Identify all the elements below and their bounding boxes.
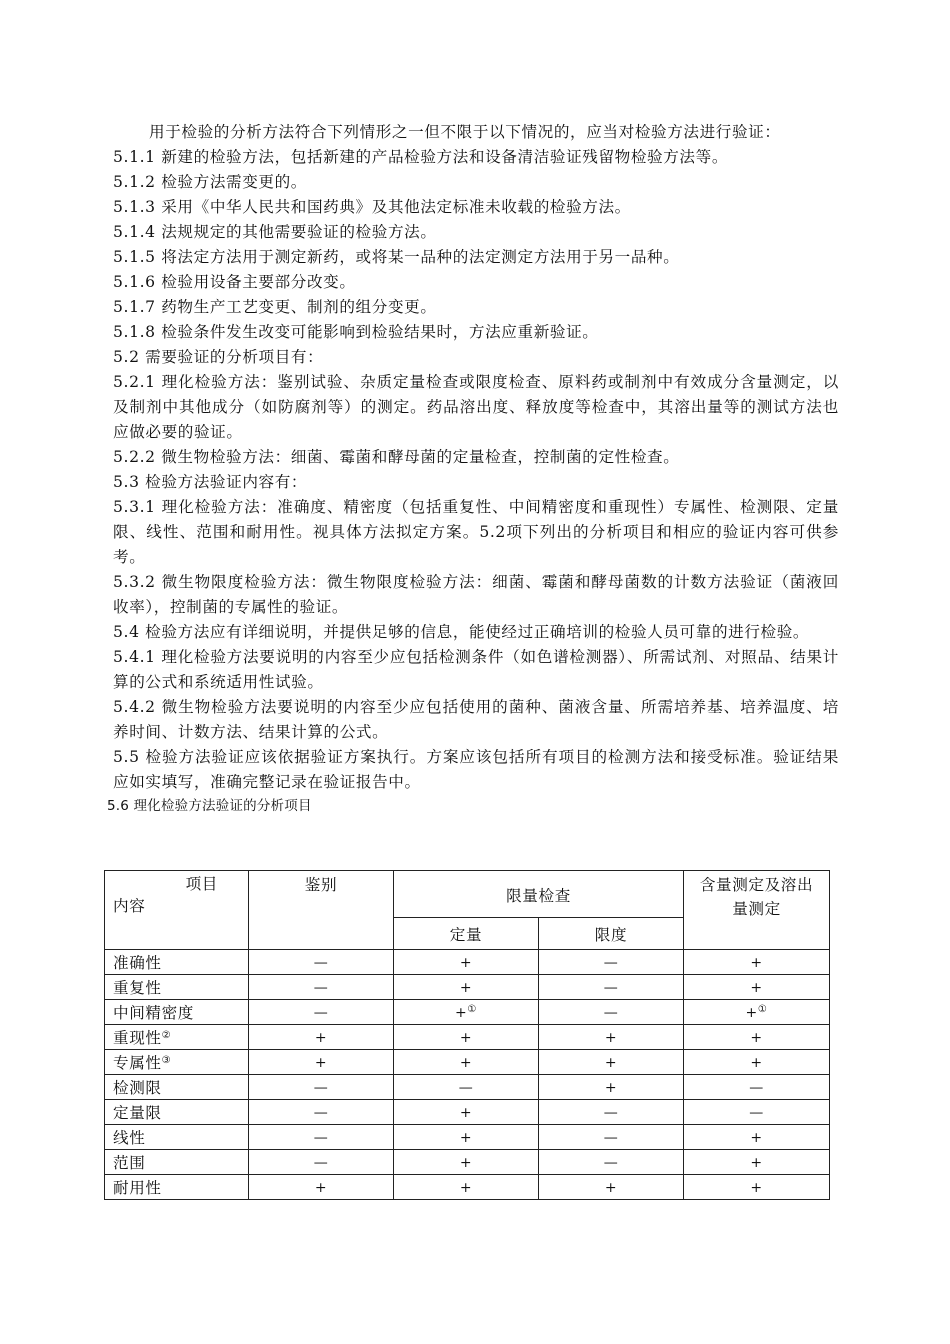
limit-cell [539,975,684,1000]
header-limit: 限度 [539,918,684,950]
identify-cell [249,950,394,975]
limit-cell [539,950,684,975]
row-label-value: 检测限 [113,1079,162,1097]
limit-value: + [604,1080,618,1096]
clause-5-1-3: 5.1.3 采用《中华人民共和国药典》及其他法定标准未收载的检验方法。 [113,198,631,216]
clause-5-5: 5.5 检验方法验证应该依据验证方案执行。方案应该包括所有项目的检测方法和接受标准。验证结果应如实填写，准确完整记录在验证报告中。 [113,748,839,791]
assay-value: — [749,1105,764,1121]
table-row [105,1000,830,1025]
table-row [105,1175,830,1200]
table-row [105,1025,830,1050]
table-row [105,1125,830,1150]
header-limit-group: 限量检查 [394,871,684,918]
identify-value: — [313,980,329,996]
limit-value: + [604,1055,618,1071]
header-identify: 鉴别 [249,871,394,950]
assay-cell [684,950,830,975]
identify-cell [249,1075,394,1100]
header-assay: 含量测定及溶出量测定 [684,871,830,950]
table-row [105,1150,830,1175]
row-label-value: 中间精密度 [113,1004,194,1022]
quant-value: + [459,1030,473,1046]
row-label-cell [105,1125,249,1150]
limit-cell [539,1125,684,1150]
row-label-value: 定量限 [113,1104,162,1122]
clause-5-1-7: 5.1.7 药物生产工艺变更、制剂的组分变更。 [113,298,437,316]
quant-value: + [459,1155,473,1171]
corner-header-cell [105,871,249,950]
clause-5-4: 5.4 检验方法应有详细说明，并提供足够的信息，能使经过正确培训的检验人员可靠的进行检验。 [113,623,810,641]
clause-5-3: 5.3 检验方法验证内容有： [113,473,308,491]
table-row [105,1075,830,1100]
footnote-mark: ③ [161,1055,172,1066]
limit-value: — [603,980,619,996]
identify-cell [249,1050,394,1075]
identify-cell [249,1000,394,1025]
assay-cell [684,1075,830,1100]
quant-value: + [459,955,473,971]
table-row [105,1100,830,1125]
limit-value: + [604,1180,618,1196]
row-label-cell [105,1100,249,1125]
limit-value: — [603,1005,619,1021]
quant-cell [394,975,539,1000]
table-body [105,950,830,1200]
assay-cell [684,1050,830,1075]
limit-cell [539,1025,684,1050]
table-caption: 5.6 理化检验方法验证的分析项目 [107,798,312,814]
limit-cell [539,1050,684,1075]
quant-value: + [459,1130,473,1146]
identify-cell [249,1025,394,1050]
clause-5-2: 5.2 需要验证的分析项目有： [113,348,324,366]
identify-value: — [313,1155,329,1171]
identify-value: — [313,1130,329,1146]
identify-cell [249,1100,394,1125]
row-label-value: 耐用性 [113,1179,162,1197]
identify-cell [249,1150,394,1175]
quant-cell [394,1150,539,1175]
quant-cell [394,1125,539,1150]
identify-value: — [313,955,329,971]
row-label-cell [105,1025,249,1050]
row-label-cell [105,975,249,1000]
quant-value: + [459,980,473,996]
assay-cell [684,1000,830,1025]
limit-cell [539,1100,684,1125]
assay-cell [684,975,830,1000]
limit-value: + [604,1030,618,1046]
quant-value: + [455,1005,468,1021]
clause-5-1-5: 5.1.5 将法定方法用于测定新药，或将某一品种的法定测定方法用于另一品种。 [113,248,680,266]
assay-value: + [750,980,763,996]
limit-value: — [603,955,619,971]
footnote-mark: ② [161,1030,172,1041]
limit-value: — [603,1130,619,1146]
limit-value: — [603,1155,619,1171]
clause-5-4-1: 5.4.1 理化检验方法要说明的内容至少应包括检测条件（如色谱检测器）、所需试剂、对照品、结果计算的公式和系统适用性试验。 [113,648,839,691]
clause-5-3-1: 5.3.1 理化检验方法：准确度、精密度（包括重复性、中间精密度和重现性）专属性、检测限、定量限、线性、范围和耐用性。视具体方法拟定方案。5.2项下列出的分析项目和相应的验证内容可供参考。 [113,498,839,566]
identify-cell [249,975,394,1000]
identify-value: — [313,1105,329,1121]
assay-cell [684,1175,830,1200]
limit-cell [539,1000,684,1025]
row-label-value: 线性 [113,1129,146,1147]
row-label-value: 重复性 [113,979,162,997]
identify-cell [249,1125,394,1150]
quant-cell [394,1000,539,1025]
assay-value: + [750,1180,763,1196]
row-label-cell [105,1075,249,1100]
quant-value: + [459,1055,473,1071]
identify-value: — [313,1080,329,1096]
header-quant: 定量 [394,918,539,950]
assay-value: + [750,1130,763,1146]
row-label-value: 范围 [113,1154,146,1172]
quant-cell [394,1175,539,1200]
row-label-cell [105,950,249,975]
row-label-value: 准确性 [113,954,162,972]
footnote-mark: ① [757,1004,768,1015]
row-label-value: 专属性 [113,1054,162,1072]
clause-5-4-2: 5.4.2 微生物检验方法要说明的内容至少应包括使用的菌种、菌液含量、所需培养基、培养温度、培养时间、计数方法、结果计算的公式。 [113,698,839,741]
table-row [105,950,830,975]
clause-5-3-2: 5.3.2 微生物限度检验方法：微生物限度检验方法：细菌、霉菌和酵母菌数的计数方法验证（菌液回收率），控制菌的专属性的验证。 [113,573,839,616]
clause-5-1-6: 5.1.6 检验用设备主要部分改变。 [113,273,356,291]
corner-header-content: 内容 [113,897,146,915]
clause-5-1-2: 5.1.2 检验方法需变更的。 [113,173,307,191]
row-label-cell [105,1000,249,1025]
identify-value: — [313,1005,329,1021]
quant-cell [394,950,539,975]
clause-5-1-4: 5.1.4 法规规定的其他需要验证的检验方法。 [113,223,437,241]
intro-paragraph: 用于检验的分析方法符合下列情形之一但不限于以下情况的，应当对检验方法进行验证： [149,123,781,141]
table-row [105,1050,830,1075]
assay-cell [684,1025,830,1050]
identify-cell [249,1175,394,1200]
identify-value: + [314,1055,328,1071]
limit-cell [539,1150,684,1175]
quant-value: + [459,1105,473,1121]
validation-items-table [104,870,830,1200]
limit-cell [539,1175,684,1200]
assay-value: + [750,1155,763,1171]
row-label-cell [105,1050,249,1075]
footnote-mark: ① [467,1004,477,1015]
identify-value: + [314,1030,328,1046]
quant-cell [394,1100,539,1125]
assay-value: + [745,1005,758,1021]
limit-value: — [603,1105,619,1121]
clause-5-1-8: 5.1.8 检验条件发生改变可能影响到检验结果时，方法应重新验证。 [113,323,599,341]
quant-value: + [459,1180,473,1196]
assay-cell [684,1125,830,1150]
quant-cell [394,1025,539,1050]
assay-value: + [750,1030,763,1046]
assay-cell [684,1100,830,1125]
assay-cell [684,1150,830,1175]
document-body [107,120,839,817]
identify-value: + [314,1180,328,1196]
quant-value: — [458,1080,474,1096]
limit-cell [539,1075,684,1100]
assay-value: — [749,1080,764,1096]
quant-cell [394,1075,539,1100]
clause-5-2-1: 5.2.1 理化检验方法：鉴别试验、杂质定量检查或限度检查、原料药或制剂中有效成分含量测定，以及制剂中其他成分（如防腐剂等）的测定。药品溶出度、释放度等检查中，其溶出量等的测试方法也应做必要的验证。 [113,373,839,441]
table-row [105,975,830,1000]
corner-header-item: 项目 [185,875,218,893]
assay-value: + [750,955,763,971]
assay-value: + [750,1055,763,1071]
clause-5-1-1: 5.1.1 新建的检验方法，包括新建的产品检验方法和设备清洁验证残留物检验方法等。 [113,148,729,166]
row-label-value: 重现性 [113,1029,162,1047]
row-label-cell [105,1150,249,1175]
quant-cell [394,1050,539,1075]
row-label-cell [105,1175,249,1200]
clause-5-2-2: 5.2.2 微生物检验方法：细菌、霉菌和酵母菌的定量检查，控制菌的定性检查。 [113,448,680,466]
